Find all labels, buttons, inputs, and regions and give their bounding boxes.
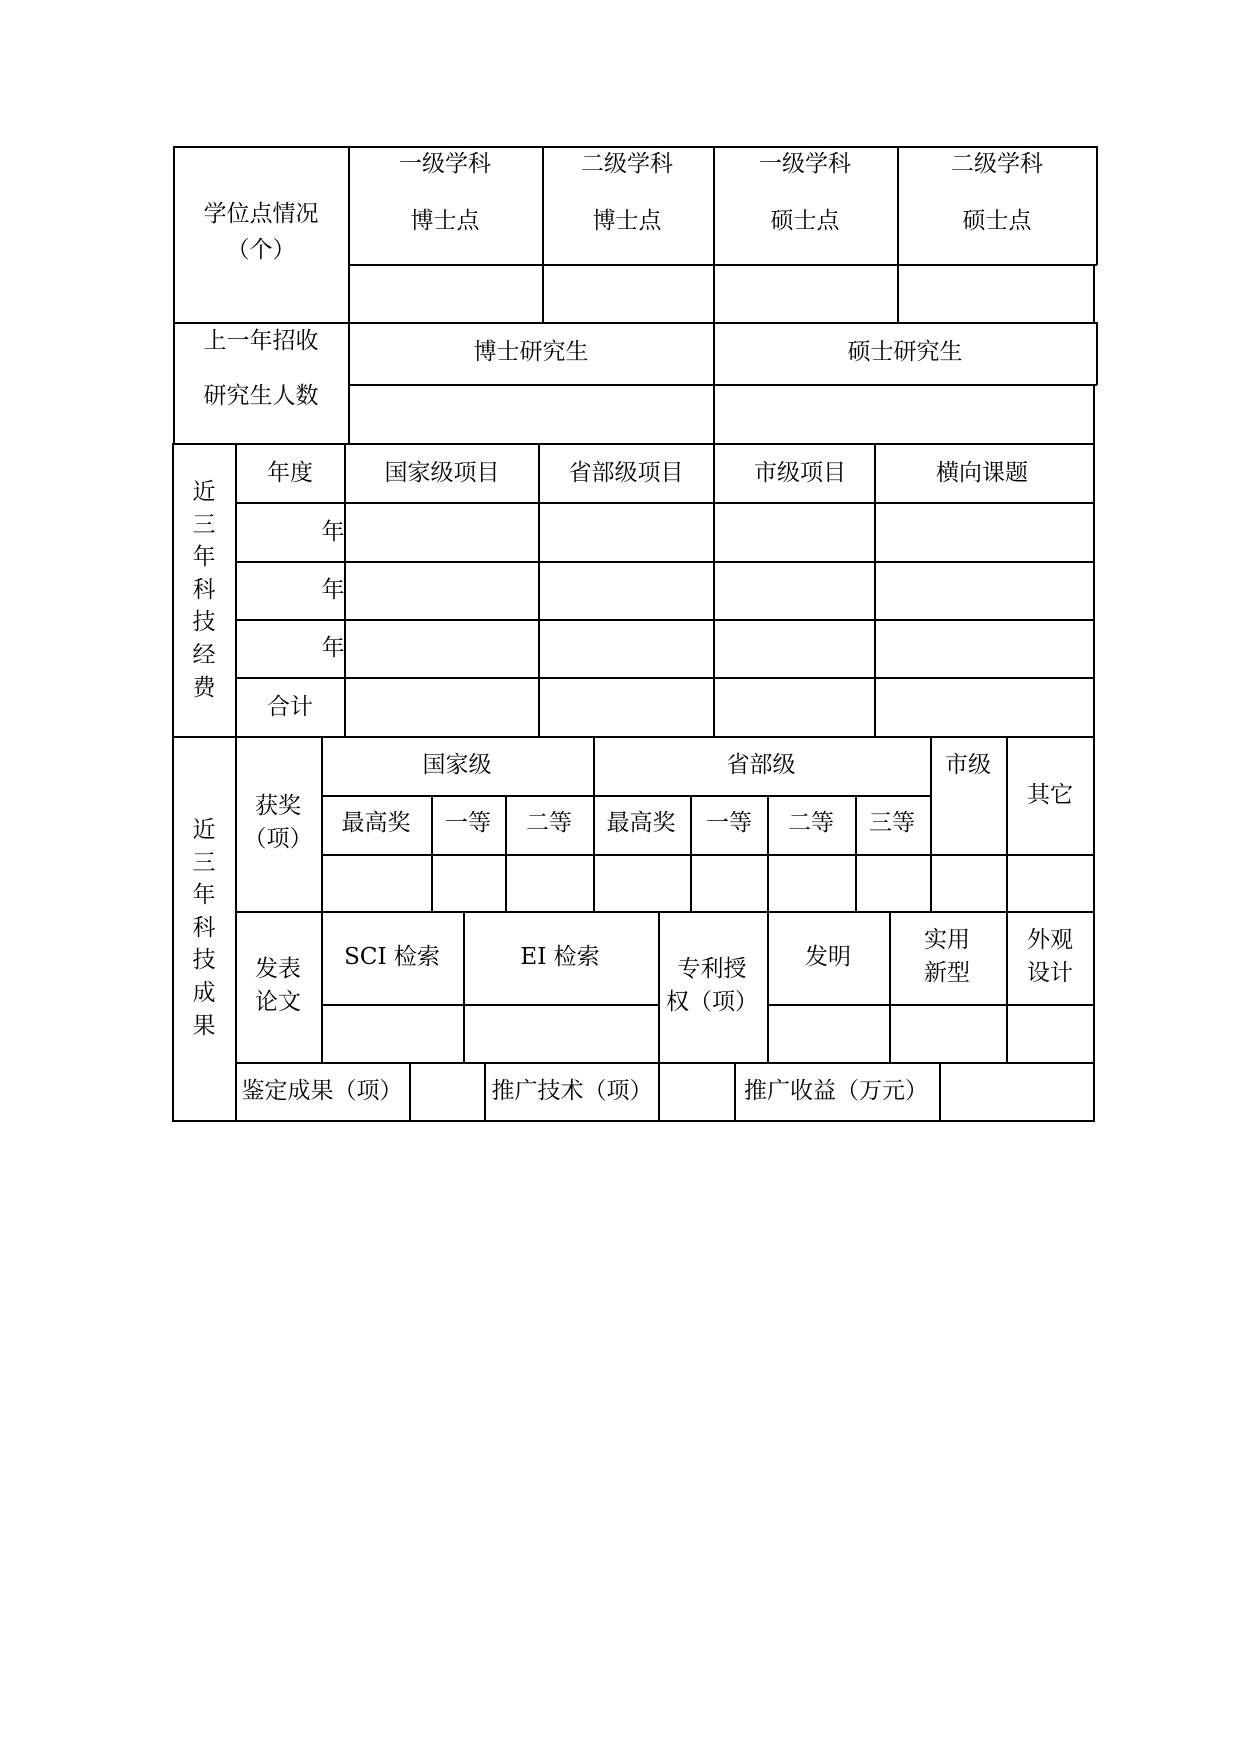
funding-value-cell[interactable] (540, 679, 713, 736)
awards-label: 获奖 （项） (243, 793, 313, 852)
funding-value-cell[interactable] (346, 621, 538, 677)
funding-year-cell[interactable]: 年 (321, 635, 345, 661)
form-line (734, 1062, 736, 1120)
form-line (1096, 146, 1098, 265)
enrollment-label: 上一年招收 研究生人数 (203, 328, 319, 409)
degree-header-cell: 二级学科 硕士点 (951, 151, 1043, 234)
form-line (658, 911, 660, 1063)
form-line (235, 911, 1095, 913)
enrollment-header-cell: 硕士研究生 (847, 339, 963, 365)
enrollment-header-cell: 博士研究生 (473, 339, 589, 365)
papers-sci-value[interactable] (323, 1006, 463, 1062)
funding-section-label: 近 三 年 科 技 经 费 (192, 478, 216, 701)
funding-header-cell: 市级项目 (754, 460, 846, 486)
award-value-cell[interactable] (433, 856, 505, 911)
funding-value-cell[interactable] (876, 504, 1093, 561)
funding-value-cell[interactable] (876, 621, 1093, 677)
papers-ei-header: EI 检索 (520, 944, 600, 970)
funding-value-cell[interactable] (715, 679, 874, 736)
degree-header-cell: 一级学科 博士点 (399, 151, 491, 234)
funding-header-cell: 国家级项目 (384, 460, 500, 486)
award-value-cell[interactable] (323, 856, 431, 911)
funding-header-cell: 横向课题 (936, 460, 1028, 486)
awards-national-header: 国家级 (422, 752, 492, 778)
funding-value-cell[interactable] (715, 504, 874, 561)
funding-value-cell[interactable] (876, 679, 1093, 736)
funding-value-cell[interactable] (346, 504, 538, 561)
papers-label: 发表 论文 (255, 956, 301, 1015)
degree-value-cell[interactable] (899, 266, 1093, 322)
form-line (172, 1120, 1095, 1122)
enrollment-value-cell[interactable] (715, 386, 1093, 443)
awards-provincial-header: 省部级 (726, 752, 796, 778)
form-line (173, 146, 175, 444)
patent-design-header: 外观 设计 (1027, 927, 1073, 986)
funding-value-cell[interactable] (540, 504, 713, 561)
award-grade-header: 二等 (526, 810, 572, 836)
form-line (235, 443, 237, 1121)
appraisal-value[interactable] (411, 1064, 484, 1120)
form-line (173, 443, 1095, 445)
funding-header-cell: 年度 (267, 460, 313, 486)
award-value-cell[interactable] (507, 856, 593, 911)
form-line (1093, 384, 1095, 444)
form-line (1093, 443, 1095, 1121)
achievements-section-label: 近 三 年 科 技 成 果 (192, 816, 216, 1039)
award-grade-header: 二等 (788, 810, 834, 836)
funding-value-cell[interactable] (715, 621, 874, 677)
award-value-cell[interactable] (692, 856, 767, 911)
funding-value-cell[interactable] (715, 563, 874, 619)
revenue-value[interactable] (941, 1064, 1093, 1120)
award-grade-header: 一等 (706, 810, 752, 836)
form-line (172, 443, 174, 1121)
awards-other-header: 其它 (1027, 782, 1073, 808)
award-value-cell[interactable] (857, 856, 930, 911)
patent-value-cell[interactable] (891, 1006, 1006, 1062)
degree-value-cell[interactable] (715, 266, 897, 322)
promotion-value[interactable] (660, 1064, 734, 1120)
funding-header-cell: 省部级项目 (568, 460, 684, 486)
form-line (1096, 322, 1098, 385)
patent-utility-header: 实用 新型 (924, 927, 970, 986)
funding-year-cell[interactable]: 年 (321, 519, 345, 545)
enrollment-value-cell[interactable] (350, 386, 713, 443)
award-value-cell[interactable] (932, 856, 1006, 911)
degree-header-cell: 一级学科 硕士点 (759, 151, 851, 234)
form-line (484, 1062, 486, 1120)
form-line (321, 795, 931, 797)
patents-label: 专利授 权（项） (666, 956, 758, 1015)
degree-header-cell: 二级学科 博士点 (581, 151, 673, 234)
patent-invention-header: 发明 (805, 944, 851, 970)
appraisal-label: 鉴定成果（项） (241, 1078, 403, 1104)
papers-sci-header: SCI 检索 (344, 944, 440, 970)
funding-year-cell[interactable]: 年 (321, 577, 345, 603)
award-value-cell[interactable] (769, 856, 855, 911)
award-grade-header: 三等 (869, 810, 915, 836)
promotion-label: 推广技术（项） (491, 1078, 653, 1104)
funding-value-cell[interactable] (346, 679, 538, 736)
award-value-cell[interactable] (932, 797, 1006, 854)
award-grade-header: 最高奖 (606, 810, 676, 836)
degree-value-cell[interactable] (544, 266, 713, 322)
funding-value-cell[interactable] (876, 563, 1093, 619)
papers-ei-value[interactable] (465, 1006, 658, 1062)
funding-value-cell[interactable] (540, 563, 713, 619)
form-line (172, 736, 1095, 738)
award-value-cell[interactable] (1008, 856, 1093, 911)
award-value-cell[interactable] (595, 856, 690, 911)
awards-city-header: 市级 (945, 752, 991, 778)
revenue-label: 推广收益（万元） (744, 1078, 928, 1104)
form-line (1093, 264, 1095, 324)
award-grade-header: 一等 (445, 810, 491, 836)
funding-value-cell[interactable] (540, 621, 713, 677)
patent-value-cell[interactable] (1008, 1006, 1093, 1062)
funding-value-cell[interactable] (346, 563, 538, 619)
patent-value-cell[interactable] (769, 1006, 889, 1062)
funding-total-label: 合计 (267, 694, 313, 720)
degree-points-label: 学位点情况 （个） (203, 201, 319, 263)
degree-value-cell[interactable] (350, 266, 542, 322)
award-grade-header: 最高奖 (341, 810, 411, 836)
